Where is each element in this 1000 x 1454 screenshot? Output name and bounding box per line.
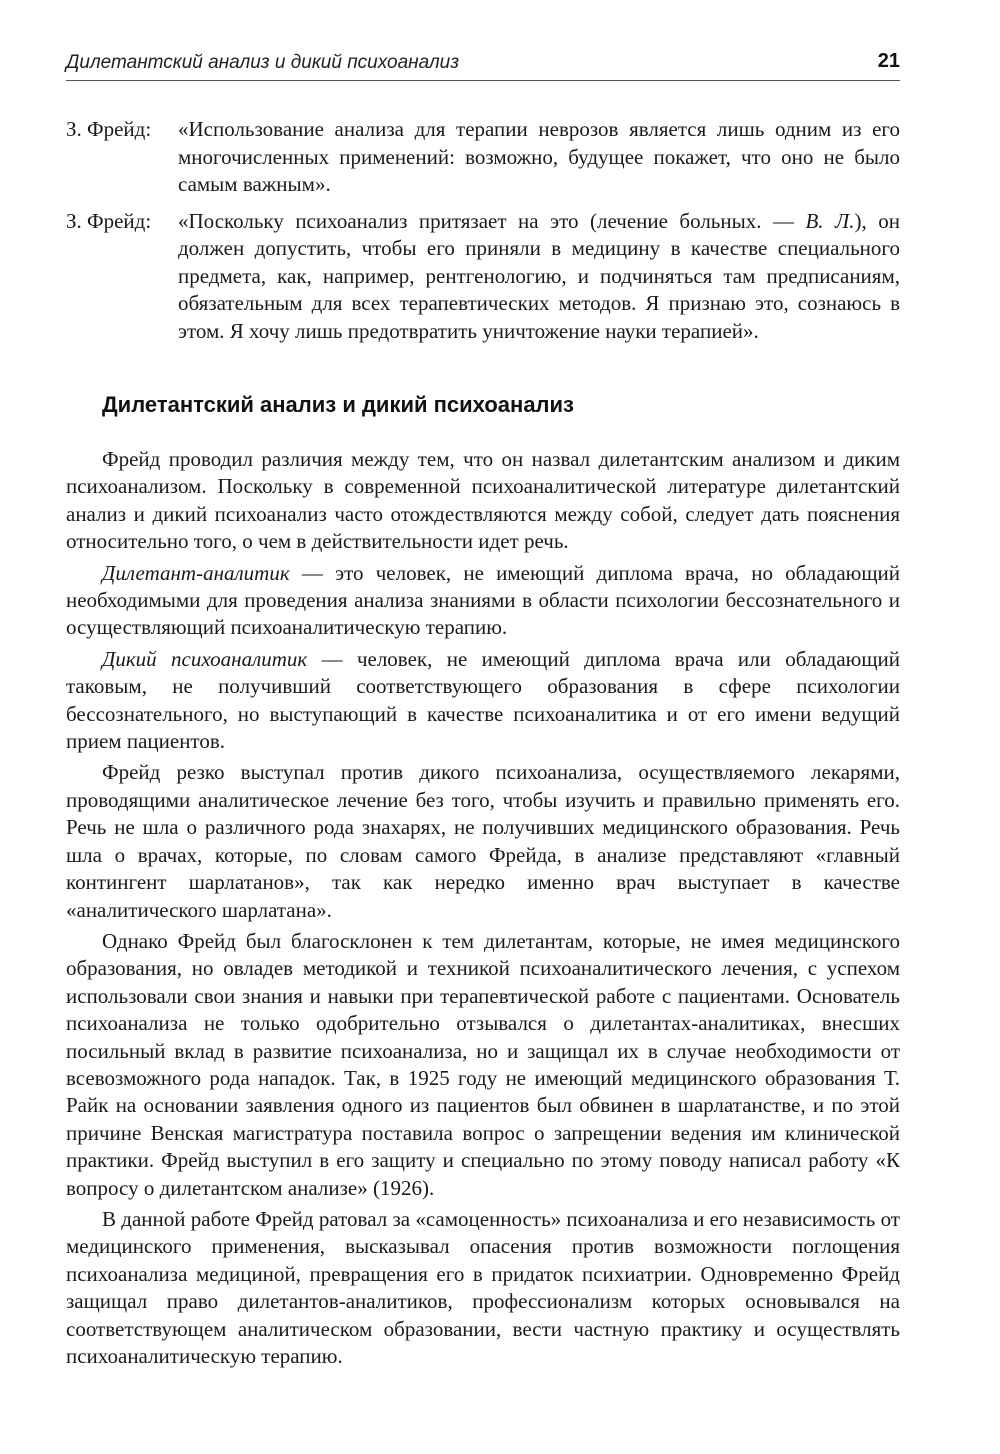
quotes-block <box>66 116 900 354</box>
paragraph <box>66 560 900 642</box>
paragraph <box>66 646 900 756</box>
quote <box>66 116 900 199</box>
quote-author: З. Фрейд: <box>66 117 152 141</box>
term-italic: Дилетант-аналитик <box>102 560 290 585</box>
page-number: 21 <box>877 50 900 72</box>
quote-text-after: ), он должен допустить, чтобы его приняли в медицину в качестве специального предмета, как, например, рентгенологию, и подчиняться там предписаниям, обязательным для всех терапевтических методов. Я признаю это, сознаюсь в этом. Я хочу лишь предотвратить уничтожение науки терапией». <box>178 208 900 343</box>
paragraph: В данной работе Фрейд ратовал за «самоценность» психоанализа и его независимость от медицинского применения, высказывал опасения против возможности поглощения психоанализа медициной, превращения его в придаток психиатрии. Одновременно Фрейд защищал право дилетантов-аналитиков, профессионализм которых основывался на соответствующем аналитическом образовании, вести частную практику и осуществлять психоаналитическую терапию. <box>66 1206 900 1368</box>
paragraph: Фрейд проводил различия между тем, что он назвал дилетантским анализом и диким психоанализом. Поскольку в современной психоаналитической литературе дилетантский анализ и дикий психоанализ часто отождествляются между собой, следует дать пояснения относительно того, о чем в действительности идет речь. <box>66 447 900 554</box>
paragraph: Однако Фрейд был благосклонен к тем дилетантам, которые, не имея медицинского образования, но овладев методикой и техникой психоаналитического лечения, с успехом использовали свои знания и навыки при терапевтической работе с пациентами. Основатель психоанализа не только одобрительно отзывался о дилетантах-аналитиках, внесших посильный вклад в развитие психоанализа, но и защищал их в случае необходимости от всевозможного рода нападок. Так, в 1925 году не имеющий медицинского образования Т. Райк на основании заявления одного из пациентов был обвинен в шарлатанстве, и по этой причине Венская магистратура поставила вопрос о запрещении ведения им клинической практики. Фрейд выступил в его защиту и специально по этому поводу написал работу «К вопросу о дилетантском анализе» (1926). <box>66 928 900 1200</box>
quote-text-before: «Поскольку психоанализ притязает на это (лечение больных. — <box>178 208 806 233</box>
quote-author: З. Фрейд: <box>66 208 152 233</box>
paragraph: Фрейд резко выступал против дикого психоанализа, осуществляемого лекарями, проводящими аналитическое лечение без того, чтобы изучить и правильно применять его. Речь не шла о различного рода знахарях, не получивших медицинского образования. Речь шла о врачах, которые, по словам самого Фрейда, в анализе представляют «главный контингент шарлатанов», так как нередко именно врач выступает в качестве «аналитического шарлатана». <box>66 760 900 922</box>
section-heading: Дилетантский анализ и дикий психоанализ <box>102 392 574 417</box>
paragraph-text: — это человек, не имеющий диплома врача, но обладающий необходимыми для проведения анализа знаниями в области психологии бессознательного и осуществляющий психоаналитическую терапию. <box>66 560 900 640</box>
running-title: Дилетантский анализ и дикий психоанализ <box>66 52 460 73</box>
term-italic: Дикий психоаналитик <box>102 646 308 671</box>
quote <box>66 208 900 346</box>
section-body <box>66 446 900 1374</box>
quote-text <box>178 208 900 346</box>
quote-initials: В. Л. <box>805 208 855 233</box>
quote-text: «Использование анализа для терапии неврозов является лишь одним из его многочисленных применений: возможно, будущее покажет, что оно не было самым важным». <box>178 117 900 196</box>
paragraph-text: — человек, не имеющий диплома врача или обладающий таковым, не получивший соответствующего образования в сфере психологии бессознательного, но выступающий в качестве психоаналитика и от его имени ведущий прием пациентов. <box>66 646 900 754</box>
running-header <box>66 50 900 81</box>
